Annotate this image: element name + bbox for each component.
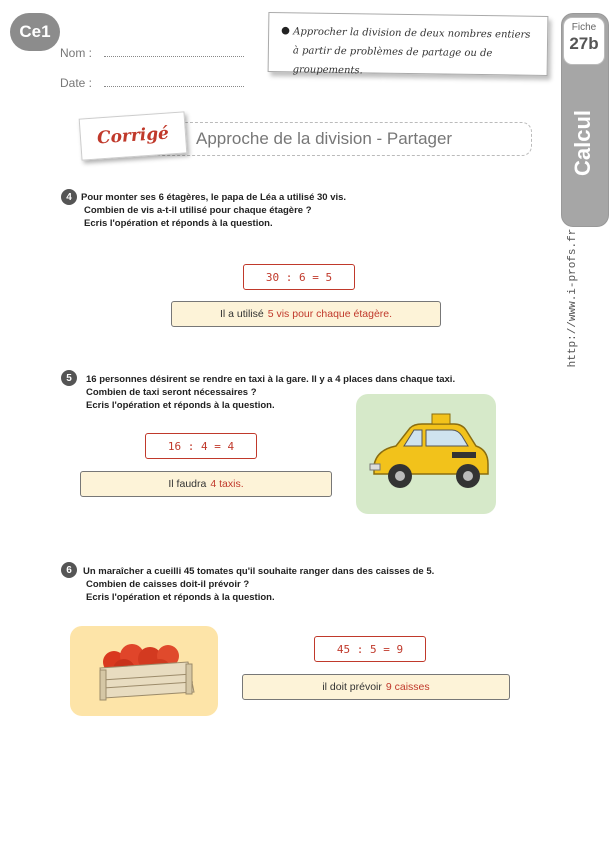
exercise-line: Combien de caisses doit-il prévoir ? [86,579,250,590]
exercise-line: Un maraîcher a cueilli 45 tomates qu'il souhaite ranger dans des caisses de 5. [83,566,435,577]
answer-value: 5 vis pour chaque étagère. [267,308,393,320]
fiche-label: Fiche [571,22,597,33]
bullet-icon: ● [281,25,290,37]
operation-box: 16 : 4 = 4 [145,433,257,459]
answer-value: 4 taxis. [210,478,244,490]
fiche-number: 27b [569,34,599,53]
answer-box [80,471,332,497]
answer-value: 9 caisses [385,681,430,693]
exercise-line: Ecris l'opération et réponds à la question. [86,400,275,411]
exercise-number: 6 [61,562,77,578]
level-badge: Ce1 [10,13,60,51]
taxi-illustration [356,394,496,514]
objective-text: Approcher la division de deux nombres entiers à partir de problèmes de partage ou de groupements. [292,26,531,77]
taxi-icon [356,394,496,514]
subject-label: Calcul [570,109,595,177]
exercise-line: Combien de taxi seront nécessaires ? [86,387,257,398]
tomatoes-illustration [70,626,218,716]
answer-prefix: il doit prévoir [322,681,382,693]
exercise-line: Pour monter ses 6 étagères, le papa de Léa a utilisé 30 vis. [81,192,347,203]
answer-box [242,674,510,700]
answer-prefix: Il a utilisé [219,308,264,320]
answer-box [171,301,441,327]
website-link[interactable]: http://www.i-profs.fr [567,228,579,368]
exercise-line: 16 personnes désirent se rendre en taxi à la gare. Il y a 4 places dans chaque taxi. [86,374,456,385]
corrige-text: Corrigé [96,123,170,149]
exercise-line: Ecris l'opération et réponds à la question. [86,592,275,603]
exercise-number: 4 [61,189,77,205]
exercise-number: 5 [61,370,77,386]
tomato-crate-icon [70,626,218,716]
exercise-line: Combien de vis a-t-il utilisé pour chaque étagère ? [84,205,312,216]
answer-prefix: Il faudra [168,478,207,490]
operation-box: 30 : 6 = 5 [243,264,355,290]
date-field[interactable] [104,76,244,87]
corrige-stamp [79,111,188,160]
fiche-box [563,17,605,65]
page-title: Approche de la division - Partager [196,129,453,148]
date-label: Date : [60,76,93,90]
operation-box: 45 : 5 = 9 [314,636,426,662]
name-field[interactable] [104,46,244,57]
name-label: Nom : [60,46,93,60]
exercise-line: Ecris l'opération et réponds à la question. [84,218,273,229]
objective-card [268,12,549,76]
